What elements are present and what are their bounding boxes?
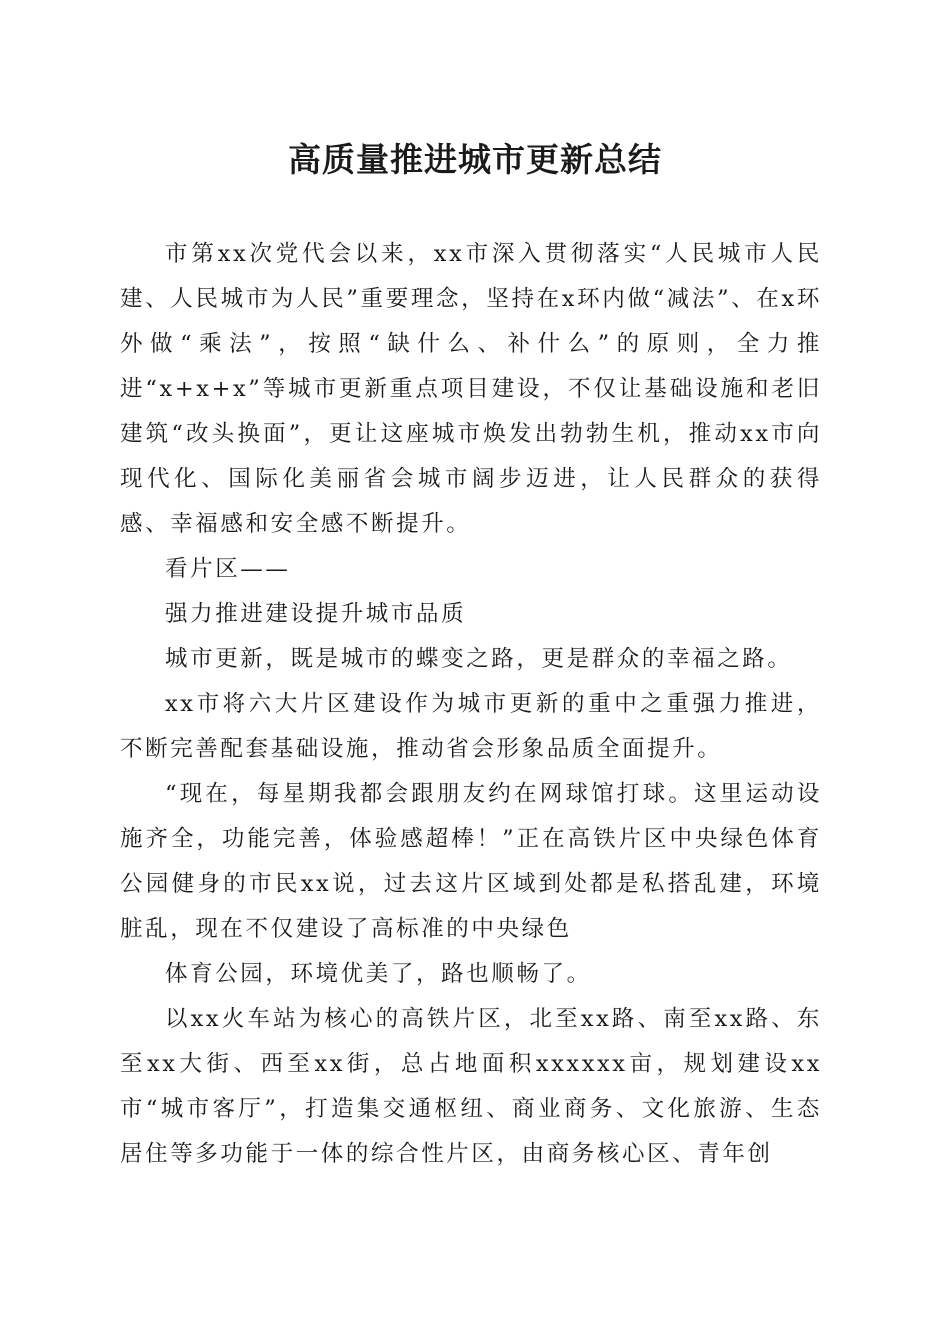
paragraph: 体育公园，环境优美了，路也顺畅了。: [165, 961, 592, 987]
paragraph: 市第xx次党代会以来，xx市深入贯彻落实“人民城市人民建、人民城市为人民”重要理念，坚持在x环内做“减法”、在x环外做“乘法”，按照“缺什么、补什么”的原则，全力推进“x+x+x”等城市更新重点项目建设，不仅让基础设施和老旧建筑“改头换面”，更让这座城市焕发出勃勃生机，推动xx市向现代化、国际化美丽省会城市阔步迈进，让人民群众的获得感、幸福感和安全感不断提升。: [120, 241, 822, 537]
paragraph: 城市更新，既是城市的蝶变之路，更是群众的幸福之路。: [165, 646, 793, 672]
paragraph: 以xx火车站为核心的高铁片区，北至xx路、南至xx路、东至xx大街、西至xx街，总占地面积xxxxxx亩，规划建设xx市“城市客厅”，打造集交通枢纽、商业商务、文化旅游、生态居住等多功能于一体的综合性片区，由商务核心区、青年创: [120, 1006, 822, 1167]
section-subheading: 强力推进建设提升城市品质: [165, 601, 467, 627]
document-title: 高质量推进城市更新总结: [288, 140, 662, 179]
document-body: [120, 232, 822, 1177]
paragraph: xx市将六大片区建设作为城市更新的重中之重强力推进，不断完善配套基础设施，推动省会形象品质全面提升。: [120, 691, 822, 762]
section-heading: 看片区——: [165, 556, 291, 582]
paragraph: “现在，每星期我都会跟朋友约在网球馆打球。这里运动设施齐全，功能完善，体验感超棒！”正在高铁片区中央绿色体育公园健身的市民xx说，过去这片区域到处都是私搭乱建，环境脏乱，现在不仅建设了高标准的中央绿色: [120, 781, 822, 942]
